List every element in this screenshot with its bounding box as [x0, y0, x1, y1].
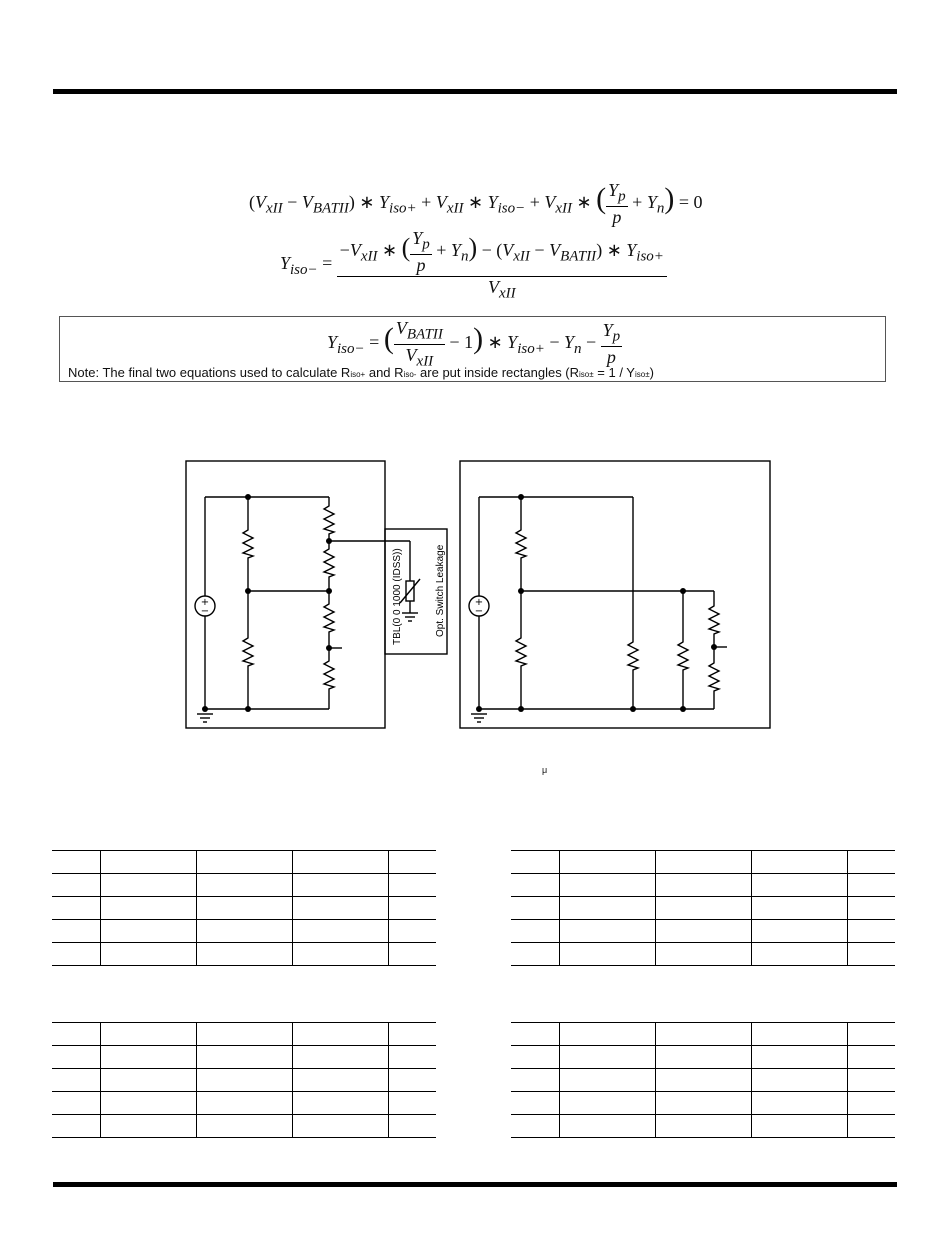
- table-cell: [847, 874, 895, 897]
- table-row: [511, 943, 895, 966]
- table-cell: [100, 1069, 196, 1092]
- table-cell: [100, 874, 196, 897]
- table-cell: [751, 1046, 847, 1069]
- table-cell: [292, 1023, 388, 1046]
- table-cell: [559, 897, 655, 920]
- table-cell: [100, 943, 196, 966]
- table-cell: [388, 851, 436, 874]
- table-cell: [100, 1046, 196, 1069]
- table-cell: [847, 1023, 895, 1046]
- table-row: [52, 1092, 436, 1115]
- svg-text:−: −: [474, 606, 484, 617]
- table-cell: [100, 897, 196, 920]
- table-cell: [847, 897, 895, 920]
- table-cell: [52, 897, 100, 920]
- table-cell: [655, 943, 751, 966]
- table-cell: [847, 1092, 895, 1115]
- table-cell: [751, 897, 847, 920]
- equation-1: $(V_{xII} - V_{BATII})$ ∗ $Y_{iso+} + V_{xII}$ ∗ $Y_{iso-} + V_{xII}$ ∗ ( $\frac{Y_p}{p}$ + $Y_n) = 0$: [249, 180, 703, 227]
- svg-text:+: +: [200, 597, 210, 608]
- table-cell: [847, 920, 895, 943]
- left-circuit-box: [186, 461, 385, 728]
- table-cell: [751, 1115, 847, 1138]
- table-cell: [847, 1069, 895, 1092]
- table-cell: [100, 1023, 196, 1046]
- table-cell: [196, 851, 292, 874]
- table-cell: [52, 1069, 100, 1092]
- table-cell: [100, 920, 196, 943]
- equation-2: $Y_{iso-}$ = $-V_{xII}$ ∗ ( $\frac{Y_p}{p}$ + $Y_n) - (V_{xII} - V_{BATII})$ ∗ $Y_{iso+}$ $V_{xII}$: [280, 228, 667, 302]
- table-row: [511, 851, 895, 874]
- table-cell: [511, 1069, 559, 1092]
- top-rule: [53, 89, 897, 94]
- table-cell: [292, 1069, 388, 1092]
- table-row: [52, 897, 436, 920]
- svg-text:−: −: [200, 606, 210, 617]
- table-cell: [655, 1023, 751, 1046]
- table-cell: [847, 1046, 895, 1069]
- table-cell: [751, 1023, 847, 1046]
- table-cell: [847, 851, 895, 874]
- table-cell: [655, 874, 751, 897]
- table-row: [511, 897, 895, 920]
- table-cell: [847, 943, 895, 966]
- table-cell: [52, 943, 100, 966]
- table-row: [511, 920, 895, 943]
- table-cell: [388, 1023, 436, 1046]
- table-cell: [196, 1092, 292, 1115]
- table-cell: [559, 1023, 655, 1046]
- table-row: [511, 1046, 895, 1069]
- table-cell: [292, 1115, 388, 1138]
- table-cell: [559, 851, 655, 874]
- table-cell: [196, 1115, 292, 1138]
- table-cell: [751, 1092, 847, 1115]
- table-bottom-right: [511, 1022, 895, 1138]
- table-cell: [196, 897, 292, 920]
- table-row: [511, 874, 895, 897]
- table-cell: [559, 1115, 655, 1138]
- table-row: [52, 1046, 436, 1069]
- table-cell: [196, 1069, 292, 1092]
- opt-switch-label: Opt. Switch Leakage: [435, 544, 446, 637]
- table-cell: [388, 1092, 436, 1115]
- table-cell: [847, 1115, 895, 1138]
- table-cell: [751, 874, 847, 897]
- table-row: [511, 1115, 895, 1138]
- table-cell: [100, 851, 196, 874]
- table-cell: [655, 897, 751, 920]
- tbl-label: TBL(0 0 1000 (IDSS)): [392, 548, 403, 645]
- table-row: [52, 943, 436, 966]
- circuit-diagram: [0, 450, 950, 750]
- table-cell: [52, 1092, 100, 1115]
- table-cell: [292, 874, 388, 897]
- table-cell: [511, 1092, 559, 1115]
- table-cell: [292, 1092, 388, 1115]
- table-cell: [292, 897, 388, 920]
- table-cell: [100, 1115, 196, 1138]
- table-cell: [511, 1023, 559, 1046]
- table-cell: [388, 1069, 436, 1092]
- table-cell: [196, 1023, 292, 1046]
- table-row: [511, 1069, 895, 1092]
- table-cell: [292, 943, 388, 966]
- table-cell: [196, 874, 292, 897]
- table-cell: [292, 1046, 388, 1069]
- right-circuit-box: [460, 461, 770, 728]
- table-cell: [388, 897, 436, 920]
- mu-label: μ: [542, 765, 548, 775]
- table-cell: [751, 1069, 847, 1092]
- table-cell: [388, 1046, 436, 1069]
- table-row: [52, 1069, 436, 1092]
- table-cell: [559, 874, 655, 897]
- svg-text:+: +: [474, 597, 484, 608]
- table-cell: [751, 943, 847, 966]
- table-cell: [559, 1046, 655, 1069]
- table-cell: [655, 851, 751, 874]
- table-bottom-left: [52, 1022, 436, 1138]
- table-cell: [52, 1115, 100, 1138]
- table-top-right: [511, 850, 895, 966]
- table-cell: [751, 920, 847, 943]
- table-cell: [559, 943, 655, 966]
- table-cell: [292, 851, 388, 874]
- table-cell: [511, 920, 559, 943]
- table-cell: [655, 1092, 751, 1115]
- table-cell: [511, 874, 559, 897]
- table-row: [52, 874, 436, 897]
- equation-3: $Y_{iso-}$ = ( $\frac{V_{BATII}}{V_{xII}}$ − 1) ∗ $Y_{iso+} - Y_n$ − $\frac{Y_p}{p}$: [327, 318, 621, 370]
- table-row: [511, 1092, 895, 1115]
- table-cell: [655, 1046, 751, 1069]
- table-cell: [52, 851, 100, 874]
- table-cell: [511, 1046, 559, 1069]
- table-row: [52, 851, 436, 874]
- table-row: [52, 1115, 436, 1138]
- table-cell: [511, 1115, 559, 1138]
- table-cell: [559, 1092, 655, 1115]
- table-row: [52, 1023, 436, 1046]
- table-row: [52, 920, 436, 943]
- table-top-left: [52, 850, 436, 966]
- table-cell: [196, 920, 292, 943]
- table-cell: [292, 920, 388, 943]
- table-cell: [511, 943, 559, 966]
- table-cell: [52, 1046, 100, 1069]
- table-cell: [511, 897, 559, 920]
- table-cell: [52, 920, 100, 943]
- table-cell: [388, 943, 436, 966]
- table-cell: [655, 1115, 751, 1138]
- table-cell: [196, 1046, 292, 1069]
- table-cell: [196, 943, 292, 966]
- table-cell: [388, 874, 436, 897]
- note-text: Note: The final two equations used to calculate Riso+ and Riso- are put inside rectangles (Riso± = 1 / Yiso±): [68, 365, 654, 380]
- table-cell: [559, 920, 655, 943]
- table-cell: [655, 920, 751, 943]
- table-cell: [751, 851, 847, 874]
- table-cell: [52, 1023, 100, 1046]
- table-cell: [100, 1092, 196, 1115]
- bottom-rule: [53, 1182, 897, 1187]
- table-cell: [52, 874, 100, 897]
- table-cell: [388, 920, 436, 943]
- table-cell: [655, 1069, 751, 1092]
- table-row: [511, 1023, 895, 1046]
- table-cell: [388, 1115, 436, 1138]
- table-cell: [511, 851, 559, 874]
- table-cell: [559, 1069, 655, 1092]
